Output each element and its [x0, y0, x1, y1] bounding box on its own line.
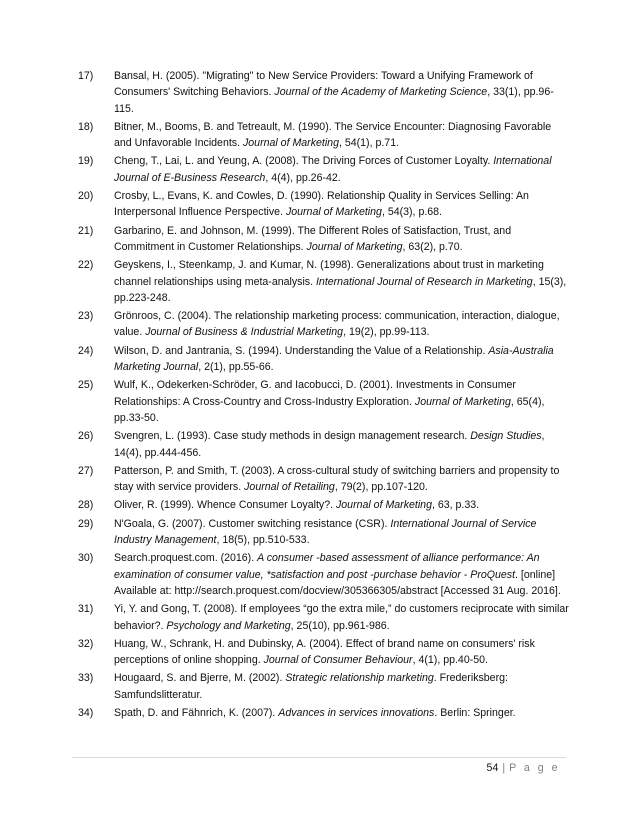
reference-text-segment: . [online] Available at: http://search.proquest.com/docview/305366305/abstract [Accessed 31 Aug. 2016]. [114, 568, 561, 597]
reference-source-title: International Journal of E-Business Research [114, 155, 552, 184]
reference-item [78, 188, 570, 221]
reference-item [78, 308, 570, 341]
reference-item [78, 516, 570, 549]
reference-number: 28) [78, 499, 94, 512]
reference-number: 23) [78, 310, 94, 323]
reference-text-segment: , 4(4), pp.26-42. [265, 171, 341, 184]
reference-item [78, 670, 570, 703]
reference-text-segment: Garbarino, E. and Johnson, M. (1999). The Different Roles of Satisfaction, Trust, and Commitment in Customer Relationships. [114, 224, 512, 253]
reference-text-segment: , 63(2), p.70. [402, 240, 463, 253]
reference-text-segment: Cheng, T., Lai, L. and Yeung, A. (2008). The Driving Forces of Customer Loyalty. [114, 155, 494, 168]
reference-item [78, 223, 570, 256]
reference-text-segment: , 25(10), pp.961-986. [290, 619, 390, 632]
reference-number: 19) [78, 155, 94, 168]
reference-text-segment: , 79(2), pp.107-120. [334, 481, 428, 494]
reference-text-segment: Geyskens, I., Steenkamp, J. and Kumar, N. (1998). Generalizations about trust in marketing channel relationships using meta-analysis. [114, 259, 544, 288]
reference-text [114, 310, 560, 338]
reference-source-title: International Journal of Service Industry Management [114, 517, 537, 547]
reference-number: 29) [78, 517, 94, 530]
reference-text-segment: N'Goala, G. (2007). Customer switching resistance (CSR). [114, 517, 391, 530]
reference-text [114, 155, 552, 183]
reference-item [78, 705, 570, 721]
reference-source-title: Design Studies [470, 430, 542, 443]
reference-source-title: Strategic relationship marketing [285, 672, 434, 685]
reference-number: 17) [78, 70, 94, 82]
reference-text-segment: , 65(4), pp.33-50. [114, 395, 545, 424]
reference-text-segment: Bitner, M., Booms, B. and Tetreault, M. (1990). The Service Encounter: Diagnosing Favorable and Unfavorable Incidents. [114, 120, 552, 150]
reference-text-segment: , 15(3), pp.223-248. [114, 275, 567, 304]
reference-item [78, 601, 570, 634]
reference-source-title: A consumer -based assessment of alliance performance: An examination of consumer value, *satisfaction and post -purchase behavior - ProQuest [114, 552, 540, 581]
reference-text [114, 638, 535, 666]
reference-text [114, 259, 566, 304]
reference-source-title: International Journal of Research in Marketing [315, 275, 533, 288]
reference-text-segment: Huang, W., Schrank, H. and Dubinsky, A. (2004). Effect of brand name on consumers' risk perceptions of online shopping. [114, 637, 535, 667]
reference-source-title: Journal of Marketing [414, 395, 511, 408]
reference-number: 27) [78, 464, 94, 477]
reference-number: 25) [78, 379, 94, 392]
reference-source-title: Journal of Business & Industrial Marketing [145, 326, 344, 339]
reference-text [114, 499, 479, 511]
reference-text-segment: Search.proquest.com. (2016). [114, 552, 258, 565]
reference-text-segment: , 63, p.33. [431, 499, 480, 512]
reference-number: 32) [78, 637, 94, 650]
reference-item [78, 428, 570, 461]
reference-text [114, 225, 511, 253]
reference-text [114, 430, 545, 458]
reference-number: 18) [78, 120, 94, 133]
reference-item [78, 68, 570, 117]
reference-number: 34) [78, 706, 94, 719]
reference-text-segment: . Berlin: Springer. [434, 706, 516, 719]
reference-source-title: Journal of Marketing [242, 137, 339, 150]
reference-number: 24) [78, 344, 94, 357]
reference-item [78, 636, 570, 669]
reference-item [78, 343, 570, 376]
reference-text-segment: , 19(2), pp.99-113. [343, 326, 430, 339]
reference-text-segment: Oliver, R. (1999). Whence Consumer Loyalty?. [114, 499, 336, 512]
reference-text [114, 70, 554, 115]
reference-text [114, 379, 544, 424]
reference-number: 20) [78, 190, 94, 203]
reference-text-segment: Yi, Y. and Gong, T. (2008). If employees “go the extra mile,” do customers reciprocate with similar behavior?. [114, 603, 569, 632]
reference-text [114, 552, 561, 597]
reference-source-title: Asia-Australia Marketing Journal [114, 344, 554, 374]
reference-source-title: Advances in services innovations [278, 706, 435, 719]
reference-text-segment: , 2(1), pp.55-66. [198, 361, 274, 374]
reference-item [78, 463, 570, 496]
reference-source-title: Journal of Marketing [335, 499, 432, 512]
reference-text-segment: Patterson, P. and Smith, T. (2003). A cross-cultural study of switching barriers and propensity to stay with service providers. [114, 464, 560, 494]
reference-text-segment: , 33(1), pp.96-115. [114, 86, 554, 115]
reference-number: 26) [78, 430, 94, 443]
reference-text-segment: Grönroos, C. (2004). The relationship marketing process: communication, interaction, dialogue, value. [114, 310, 560, 339]
reference-item [78, 377, 570, 426]
reference-text [114, 190, 529, 218]
reference-item [78, 153, 570, 186]
footer-separator: | [502, 762, 506, 774]
reference-text-segment: Wulf, K., Odekerken-Schröder, G. and Iacobucci, D. (2001). Investments in Consumer Relationships: A Cross-Country and Cross-Industry Exploration. [114, 379, 516, 408]
reference-source-title: Journal of Marketing [285, 206, 382, 219]
page-label: P a g e [509, 762, 560, 774]
reference-source-title: Journal of Consumer Behaviour [263, 654, 413, 667]
reference-item [78, 119, 570, 152]
reference-text-segment: , 54(1), p.71. [338, 137, 400, 150]
reference-item [78, 550, 570, 599]
reference-number: 31) [78, 603, 94, 616]
reference-text-segment: Hougaard, S. and Bjerre, M. (2002). [114, 672, 286, 685]
reference-number: 22) [78, 259, 94, 272]
page-footer [487, 762, 560, 774]
reference-item [78, 257, 570, 306]
reference-text [114, 465, 559, 493]
reference-text [114, 518, 536, 546]
reference-number: 21) [78, 224, 94, 237]
reference-text-segment: , 54(3), p.68. [381, 206, 443, 219]
reference-text-segment: , 18(5), pp.510-533. [216, 534, 310, 547]
reference-source-title: Journal of Retailing [244, 481, 335, 494]
reference-text-segment: , 4(1), pp.40-50. [412, 654, 488, 667]
reference-text-segment: Svengren, L. (1993). Case study methods in design management research. [114, 430, 471, 443]
reference-number: 30) [78, 552, 94, 565]
reference-source-title: Journal of the Academy of Marketing Science [274, 86, 488, 99]
reference-text [114, 707, 516, 719]
reference-text-segment: , 14(4), pp.444-456. [114, 430, 545, 459]
reference-source-title: Journal of Marketing [306, 240, 403, 253]
reference-text-segment: . Frederiksberg: Samfundslitteratur. [114, 672, 508, 701]
reference-text [114, 121, 551, 149]
reference-text-segment: Crosby, L., Evans, K. and Cowles, D. (1990). Relationship Quality in Services Selling: An Interpersonal Influence Perspective. [114, 190, 529, 219]
reference-item [78, 497, 570, 513]
reference-text [114, 603, 569, 631]
page-number: 54 [486, 762, 499, 774]
reference-text [114, 672, 508, 700]
footer-divider [72, 757, 566, 758]
reference-source-title: Psychology and Marketing [166, 619, 291, 632]
reference-text [114, 345, 554, 373]
reference-text-segment: Spath, D. and Fähnrich, K. (2007). [114, 706, 279, 719]
reference-list [78, 68, 570, 723]
reference-text-segment: Bansal, H. (2005). "Migrating" to New Service Providers: Toward a Unifying Framework of Consumers' Switching Behaviors. [114, 70, 533, 99]
reference-text-segment: Wilson, D. and Jantrania, S. (1994). Understanding the Value of a Relationship. [114, 344, 489, 357]
reference-number: 33) [78, 672, 94, 685]
